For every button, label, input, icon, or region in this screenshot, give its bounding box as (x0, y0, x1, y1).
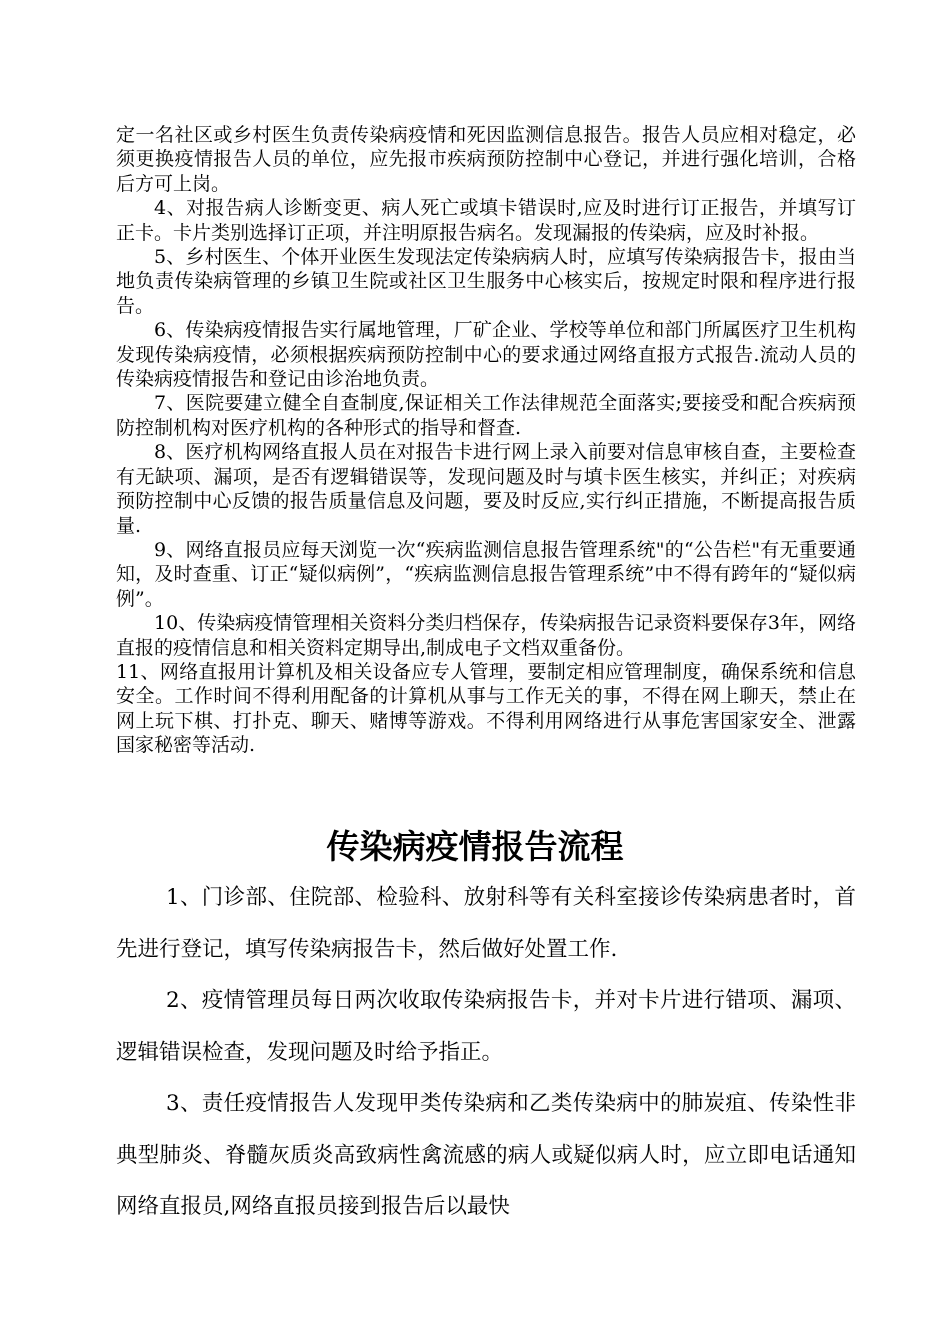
section-title: 传染病疫情报告流程 (326, 827, 624, 866)
paragraph-item-11: 11、网络直报用计算机及相关设备应专人管理，要制定相应管理制度，确保系统和信息安全。工作时间不得利用配备的计算机从事与工作无关的事，不得在网上聊天，禁止在网上玩下棋、打扑克、聊天、赌博等游戏。不得利用网络进行从事危害国家安全、泄露国家秘密等活动. (116, 660, 856, 757)
paragraph-item-9: 9、网络直报员应每天浏览一次“疾病监测信息报告管理系统"的“公告栏"有无重要通知，及时查重、订正“疑似病例”，“疾病监测信息报告管理系统”中不得有跨年的“疑似病例”。 (116, 538, 856, 610)
paragraph-item-8: 8、医疗机构网络直报人员在对报告卡进行网上录入前要对信息审核自查，主要检查有无缺项、漏项，是否有逻辑错误等，发现问题及时与填卡医生核实，并纠正；对疾病预防控制中心反馈的报告质量信息及问题，要及时反应,实行纠正措施，不断提高报告质量. (116, 441, 856, 537)
regulation-text-block (116, 123, 856, 758)
paragraph-item-5: 5、乡村医生、个体开业医生发现法定传染病病人时，应填写传染病报告卡，报由当地负责传染病管理的乡镇卫生院或社区卫生服务中心核实后，按规定时限和程序进行报告。 (116, 246, 856, 317)
paragraph-continuation: 定一名社区或乡村医生负责传染病疫情和死因监测信息报告。报告人员应相对稳定，必须更换疫情报告人员的单位，应先报市疾病预防控制中心登记，并进行强化培训，合格后方可上岗。 (116, 124, 856, 195)
paragraph-item-4: 4、对报告病人诊断变更、病人死亡或填卡错误时,应及时进行订正报告，并填写订正卡。卡片类别选择订正项，并注明原报告病名。发现漏报的传染病，应及时补报。 (116, 197, 856, 244)
paragraph-item-10: 10、传染病疫情管理相关资料分类归档保存，传染病报告记录资料要保存3年，网络直报的疫情信息和相关资料定期导出,制成电子文档双重备份。 (116, 612, 856, 659)
procedure-step-3: 3、责任疫情报告人发现甲类传染病和乙类传染病中的肺炭疽、传染性非典型肺炎、脊髓灰质炎高致病性禽流感的病人或疑似病人时，应立即电话通知网络直报员,网络直报员接到报告后以最快 (116, 1091, 856, 1219)
paragraph-item-7: 7、医院要建立健全自查制度,保证相关工作法律规范全面落实;要接受和配合疾病预防控制机构对医疗机构的各种形式的指导和督查. (116, 392, 856, 439)
procedure-step-2: 2、疫情管理员每日两次收取传染病报告卡，并对卡片进行错项、漏项、逻辑错误检查，发现问题及时给予指正。 (116, 988, 856, 1065)
paragraph-item-6: 6、传染病疫情报告实行属地管理，厂矿企业、学校等单位和部门所属医疗卫生机构发现传染病疫情，必须根据疾病预防控制中心的要求通过网络直报方式报告.流动人员的传染病疫情报告和登记由诊治地负责。 (116, 319, 856, 391)
procedure-text-block (116, 872, 856, 1233)
procedure-step-1: 1、门诊部、住院部、检验科、放射科等有关科室接诊传染病患者时，首先进行登记，填写传染病报告卡，然后做好处置工作. (116, 885, 856, 962)
